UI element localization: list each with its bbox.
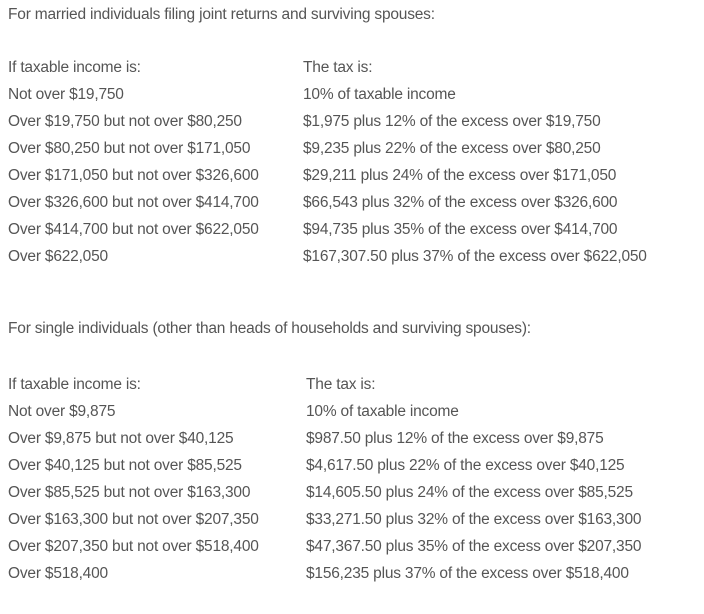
tax-amount: $94,735 plus 35% of the excess over $414,700	[303, 221, 618, 238]
income-bracket: Over $622,050	[8, 248, 108, 265]
tax-amount: $29,211 plus 24% of the excess over $171,050	[303, 167, 617, 184]
tax-amount: $66,543 plus 32% of the excess over $326,600	[303, 194, 618, 211]
income-bracket: Not over $9,875	[8, 403, 116, 420]
tax-amount: $47,367.50 plus 35% of the excess over $207,350	[306, 538, 642, 555]
income-bracket: Over $40,125 but not over $85,525	[8, 457, 242, 474]
income-header: If taxable income is:	[8, 376, 141, 393]
tax-header: The tax is:	[303, 59, 373, 76]
tax-amount: $9,235 plus 22% of the excess over $80,250	[303, 140, 601, 157]
tax-amount: $33,271.50 plus 32% of the excess over $163,300	[306, 511, 642, 528]
income-bracket: Over $414,700 but not over $622,050	[8, 221, 259, 238]
income-bracket: Over $9,875 but not over $40,125	[8, 430, 234, 447]
tax-amount: 10% of taxable income	[303, 86, 456, 103]
income-bracket: Over $171,050 but not over $326,600	[8, 167, 259, 184]
income-bracket: Over $207,350 but not over $518,400	[8, 538, 259, 555]
tax-amount: $156,235 plus 37% of the excess over $518,400	[306, 565, 629, 582]
income-bracket: Over $326,600 but not over $414,700	[8, 194, 259, 211]
income-bracket: Over $19,750 but not over $80,250	[8, 113, 242, 130]
tax-amount: $14,605.50 plus 24% of the excess over $85,525	[306, 484, 633, 501]
income-bracket: Over $85,525 but not over $163,300	[8, 484, 251, 501]
tax-amount: $1,975 plus 12% of the excess over $19,750	[303, 113, 601, 130]
tax-header: The tax is:	[306, 376, 376, 393]
income-bracket: Over $80,250 but not over $171,050	[8, 140, 251, 157]
income-bracket: Over $163,300 but not over $207,350	[8, 511, 259, 528]
tax-amount: $987.50 plus 12% of the excess over $9,875	[306, 430, 604, 447]
tax-amount: 10% of taxable income	[306, 403, 459, 420]
tax-amount: $4,617.50 plus 22% of the excess over $40,125	[306, 457, 625, 474]
income-bracket: Not over $19,750	[8, 86, 124, 103]
married-intro: For married individuals filing joint returns and surviving spouses:	[8, 6, 435, 23]
single-intro: For single individuals (other than heads of households and surviving spouses):	[8, 320, 531, 337]
income-header: If taxable income is:	[8, 59, 141, 76]
income-bracket: Over $518,400	[8, 565, 108, 582]
tax-amount: $167,307.50 plus 37% of the excess over $622,050	[303, 248, 647, 265]
